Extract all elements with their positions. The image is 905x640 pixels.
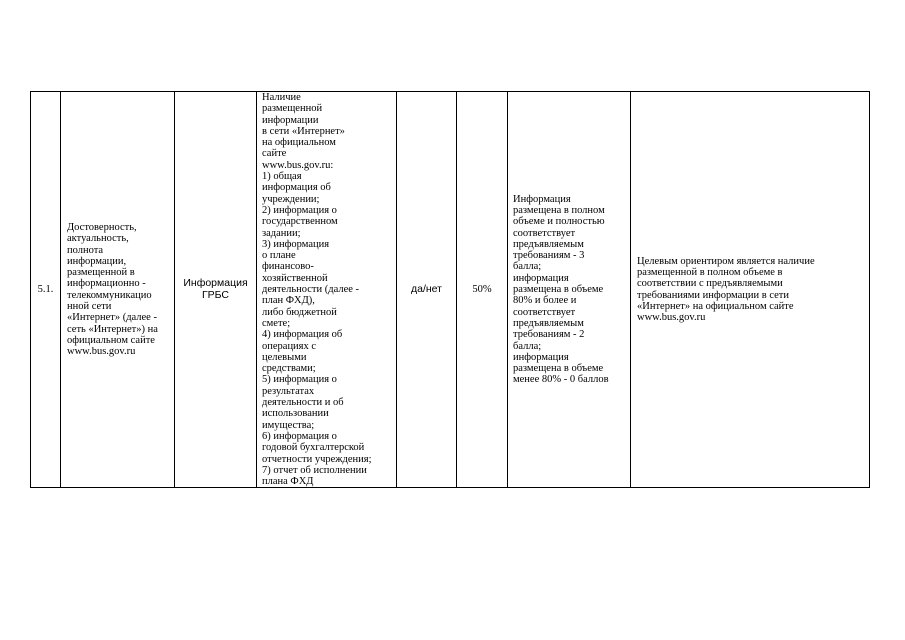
target-cell [631, 92, 870, 488]
weight-text: 50% [472, 284, 492, 296]
unit-cell [397, 92, 457, 488]
criteria-text: Информация размещена в полном объеме и полностью соответствует предъявляемым требованиям - 3 балла; информация размещена в объеме 80% и более и соответствует предъявляемым требованиям - 2 балла; информация размещена в объеме менее 80% - 0 баллов [513, 193, 609, 386]
indicator-name-cell [61, 92, 175, 488]
criteria-cell [508, 92, 631, 488]
weight-cell [457, 92, 508, 488]
indicator-name: Достоверность, актуальность, полнота информации, размещенной в информационно - телекоммуникацио нной сети «Интернет» (далее - сеть «Интернет») на официальном сайте www.bus.gov.ru [67, 221, 158, 358]
target-text: Целевым ориентиром является наличие размещенной в полном объеме в соответствии с предъявляемыми требованиями информации в сети «Интернет» на официальном сайте www.bus.gov.ru [637, 255, 815, 324]
indicator-description-cell [257, 92, 397, 488]
source-cell [175, 92, 257, 488]
source-text: Информация ГРБС [183, 277, 248, 301]
indicator-description: Наличие размещенной информации в сети «Интернет» на официальном сайте www.bus.gov.ru: 1) общая информация об учреждении; 2) информация о государственном задании; 3) информация о плане финансово- хозяйственной деятельности (далее - план ФХД), либо бюджетной смете; 4) информация об операциях с целевыми средствами; 5) информация о результатах деятельности и об использовании имущества; 6) информация о годовой бухгалтерской отчетности учреждения; 7) отчет об исполнении плана ФХД [262, 92, 372, 488]
table-row [31, 92, 870, 488]
row-number: 5.1. [37, 284, 54, 296]
indicator-table [30, 91, 870, 488]
row-number-cell [31, 92, 61, 488]
unit-text: да/нет [411, 283, 442, 296]
